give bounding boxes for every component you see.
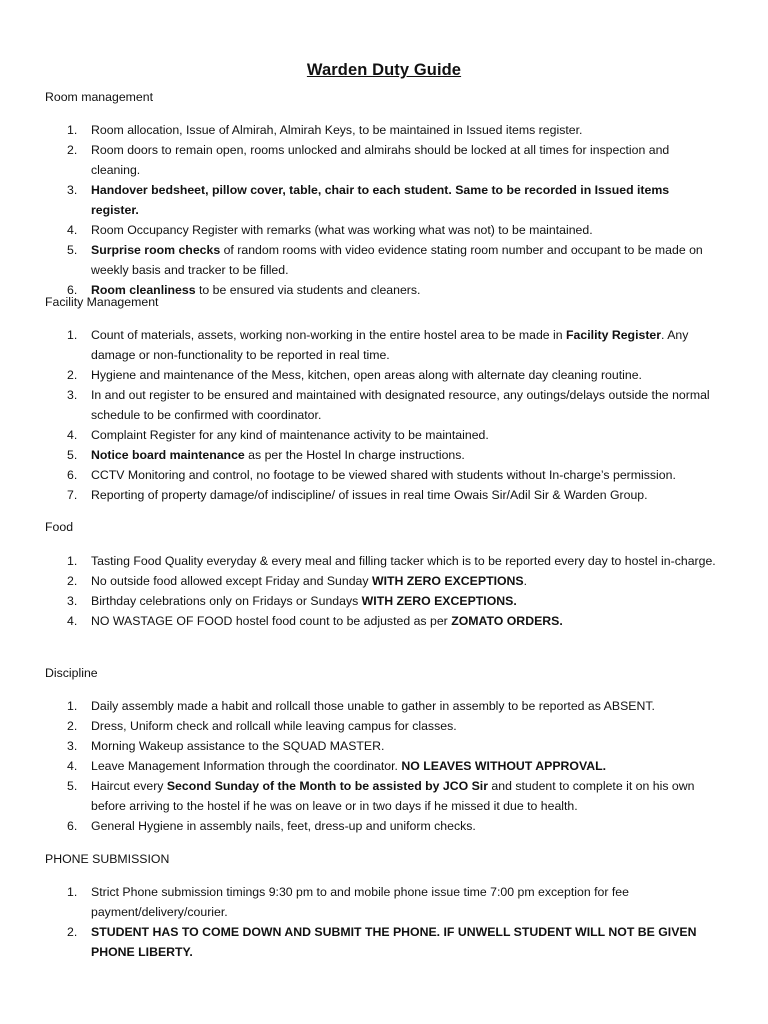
list-item-bold-text: Second Sunday of the Month to be assisted by JCO Sir bbox=[166, 779, 488, 793]
list-item-text: as per the Hostel In charge instructions. bbox=[244, 448, 465, 462]
section-list-room-management bbox=[0, 120, 768, 300]
list-item-text: Strict Phone submission timings 9:30 pm to and mobile phone issue time 7:00 pm exception for fee payment/delivery/courier. bbox=[91, 885, 629, 919]
list-item bbox=[0, 571, 768, 591]
list-item-number: 7. bbox=[67, 488, 78, 502]
list-item bbox=[0, 120, 768, 140]
list-item-number: 2. bbox=[67, 368, 78, 382]
section-list-food bbox=[0, 551, 768, 631]
list-item-text: and student to complete it on his own before arriving to the hostel if he was on leave or in two days if he missed it due to health. bbox=[91, 779, 695, 813]
list-item-number: 3. bbox=[67, 739, 78, 753]
list-item bbox=[0, 591, 768, 611]
list-item-text: Room allocation, Issue of Almirah, Almirah Keys, to be maintained in Issued items register. bbox=[91, 123, 583, 137]
list-item bbox=[0, 696, 768, 716]
list-item-text: Haircut every bbox=[91, 779, 167, 793]
section-heading-phone-submission: PHONE SUBMISSION bbox=[45, 852, 170, 866]
list-item-text: Morning Wakeup assistance to the SQUAD MASTER. bbox=[91, 739, 385, 753]
list-item-text: of random rooms with video evidence stating room number and occupant to be made on weekly basis and tracker to be filled. bbox=[91, 243, 703, 277]
list-item-bold-text: ZOMATO ORDERS. bbox=[451, 614, 563, 628]
list-item-text: Tasting Food Quality everyday & every meal and filling tacker which is to be reported every day to hostel in-charge. bbox=[91, 554, 716, 568]
section-heading-facility-management: Facility Management bbox=[45, 295, 159, 309]
list-item-bold-text: Handover bedsheet, pillow cover, table, chair to each student. Same to be recorded in Issued items register. bbox=[91, 183, 670, 217]
list-item-number: 2. bbox=[67, 143, 78, 157]
list-item-text: Room doors to remain open, rooms unlocked and almirahs should be locked at all times for inspection and cleaning. bbox=[91, 143, 670, 177]
list-item-text: Count of materials, assets, working non-working in the entire hostel area to be made in bbox=[91, 328, 567, 342]
list-item bbox=[0, 465, 768, 485]
list-item bbox=[0, 140, 768, 180]
list-item-bold-text: Facility Register bbox=[566, 328, 662, 342]
list-item-number: 2. bbox=[67, 574, 78, 588]
list-item-bold-text: WITH ZERO EXCEPTIONS. bbox=[361, 594, 517, 608]
list-item bbox=[0, 180, 768, 220]
list-item-text: Room Occupancy Register with remarks (what was working what was not) to be maintained. bbox=[91, 223, 593, 237]
section-heading-discipline: Discipline bbox=[45, 666, 98, 680]
list-item-text: No outside food allowed except Friday and Sunday bbox=[91, 574, 372, 588]
list-item-bold-text: Room cleanliness bbox=[91, 283, 196, 297]
list-item-number: 5. bbox=[67, 448, 78, 462]
list-item-number: 2. bbox=[67, 925, 78, 939]
list-item-text: . Any damage or non-functionality to be reported in real time. bbox=[91, 328, 689, 362]
list-item-text: General Hygiene in assembly nails, feet, dress-up and uniform checks. bbox=[91, 819, 476, 833]
list-item-number: 1. bbox=[67, 885, 78, 899]
list-item bbox=[0, 385, 768, 425]
list-item-number: 4. bbox=[67, 428, 78, 442]
list-item-bold-text: WITH ZERO EXCEPTIONS bbox=[371, 574, 524, 588]
list-item-bold-text: NO LEAVES WITHOUT APPROVAL. bbox=[401, 759, 607, 773]
list-item-bold-text: STUDENT HAS TO COME DOWN AND SUBMIT THE PHONE. IF UNWELL STUDENT WILL NOT BE GIVEN PHONE LIBERTY. bbox=[91, 925, 697, 959]
list-item-number: 1. bbox=[67, 328, 78, 342]
list-item-number: 5. bbox=[67, 779, 78, 793]
list-item bbox=[0, 816, 768, 836]
list-item-number: 6. bbox=[67, 819, 78, 833]
list-item bbox=[0, 240, 768, 280]
list-item bbox=[0, 445, 768, 465]
list-item-text: Birthday celebrations only on Fridays or Sundays bbox=[91, 594, 362, 608]
list-item bbox=[0, 365, 768, 385]
list-item bbox=[0, 551, 768, 571]
list-item bbox=[0, 485, 768, 505]
list-item-number: 4. bbox=[67, 614, 78, 628]
list-item-text: Reporting of property damage/of indiscipline/ of issues in real time Owais Sir/Adil Sir & Warden Group. bbox=[91, 488, 648, 502]
list-item-number: 6. bbox=[67, 283, 78, 297]
list-item bbox=[0, 736, 768, 756]
list-item-text: In and out register to be ensured and maintained with designated resource, any outings/delays outside the normal schedule to be confirmed with coordinator. bbox=[91, 388, 710, 422]
list-item-number: 5. bbox=[67, 243, 78, 257]
list-item-number: 4. bbox=[67, 223, 78, 237]
document-title: Warden Duty Guide bbox=[306, 61, 462, 80]
list-item bbox=[0, 611, 768, 631]
list-item-text: Leave Management Information through the coordinator. bbox=[91, 759, 402, 773]
section-heading-room-management: Room management bbox=[45, 90, 153, 104]
list-item-number: 1. bbox=[67, 123, 78, 137]
list-item-number: 3. bbox=[67, 388, 78, 402]
list-item bbox=[0, 220, 768, 240]
list-item-text: . bbox=[523, 574, 528, 588]
list-item-text: to be ensured via students and cleaners. bbox=[195, 283, 421, 297]
section-list-phone-submission bbox=[0, 882, 768, 962]
list-item bbox=[0, 776, 768, 816]
list-item bbox=[0, 922, 768, 962]
list-item-text: NO WASTAGE OF FOOD hostel food count to be adjusted as per bbox=[91, 614, 452, 628]
list-item-number: 1. bbox=[67, 699, 78, 713]
list-item-text: Complaint Register for any kind of maintenance activity to be maintained. bbox=[91, 428, 489, 442]
list-item-text: Dress, Uniform check and rollcall while leaving campus for classes. bbox=[91, 719, 457, 733]
list-item-number: 4. bbox=[67, 759, 78, 773]
list-item-bold-text: Notice board maintenance bbox=[91, 448, 245, 462]
list-item bbox=[0, 425, 768, 445]
list-item-number: 3. bbox=[67, 594, 78, 608]
list-item bbox=[0, 716, 768, 736]
list-item-number: 2. bbox=[67, 719, 78, 733]
section-list-facility-management bbox=[0, 325, 768, 505]
list-item-text: CCTV Monitoring and control, no footage to be viewed shared with students without In-charge’s permission. bbox=[91, 468, 676, 482]
section-list-discipline bbox=[0, 696, 768, 836]
list-item bbox=[0, 882, 768, 922]
list-item bbox=[0, 756, 768, 776]
list-item-number: 6. bbox=[67, 468, 78, 482]
section-heading-food: Food bbox=[45, 520, 74, 534]
list-item bbox=[0, 325, 768, 365]
list-item-bold-text: Surprise room checks bbox=[91, 243, 221, 257]
list-item-number: 1. bbox=[67, 554, 78, 568]
list-item-number: 3. bbox=[67, 183, 78, 197]
list-item-text: Hygiene and maintenance of the Mess, kitchen, open areas along with alternate day cleaning routine. bbox=[91, 368, 642, 382]
list-item-text: Daily assembly made a habit and rollcall those unable to gather in assembly to be reported as ABSENT. bbox=[91, 699, 655, 713]
